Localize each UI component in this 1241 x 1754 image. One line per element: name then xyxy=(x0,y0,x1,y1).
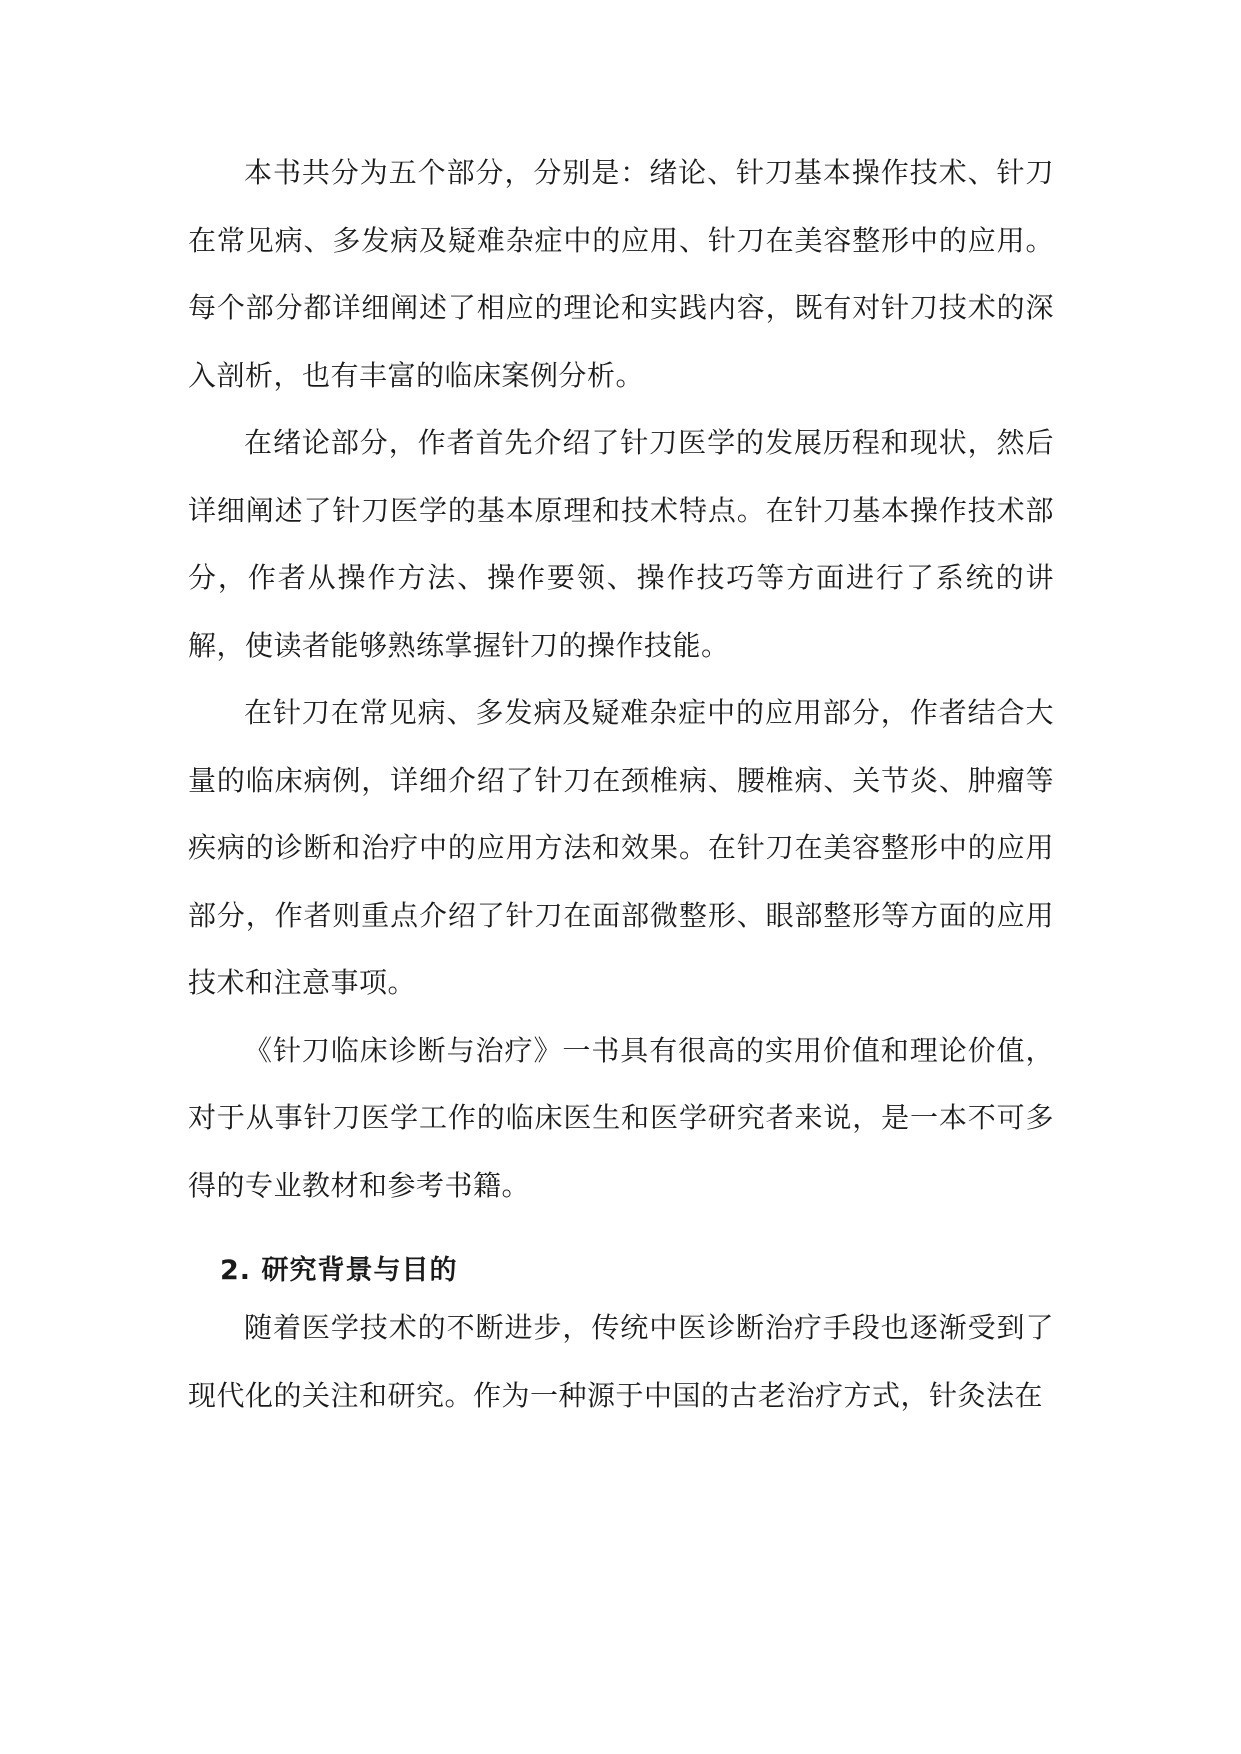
paragraph-introduction-and-techniques: 在绪论部分，作者首先介绍了针刀医学的发展历程和现状，然后详细阐述了针刀医学的基本原理和技术特点。在针刀基本操作技术部分，作者从操作方法、操作要领、操作技巧等方面进行了系统的讲解，使读者能够熟练掌握针刀的操作技能。 xyxy=(188,426,1054,662)
paragraph-overview: 本书共分为五个部分，分别是：绪论、针刀基本操作技术、针刀在常见病、多发病及疑难杂症中的应用、针刀在美容整形中的应用。每个部分都详细阐述了相应的理论和实践内容，既有对针刀技术的深入剖析，也有丰富的临床案例分析。 xyxy=(188,156,1054,392)
body-text-bottom xyxy=(188,1294,1054,1429)
body-text-top xyxy=(188,139,1054,1219)
paragraph-clinical-applications: 在针刀在常见病、多发病及疑难杂症中的应用部分，作者结合大量的临床病例，详细介绍了针刀在颈椎病、腰椎病、关节炎、肿瘤等疾病的诊断和治疗中的应用方法和效果。在针刀在美容整形中的应用部分，作者则重点介绍了针刀在面部微整形、眼部整形等方面的应用技术和注意事项。 xyxy=(188,696,1054,999)
paragraph-book-value: 《针刀临床诊断与治疗》一书具有很高的实用价值和理论价值，对于从事针刀医学工作的临床医生和医学研究者来说，是一本不可多得的专业教材和参考书籍。 xyxy=(188,1033,1054,1202)
section-heading: 2. 研究背景与目的 xyxy=(220,1255,458,1286)
paragraph-research-background: 随着医学技术的不断进步，传统中医诊断治疗手段也逐渐受到了现代化的关注和研究。作为一种源于中国的古老治疗方式，针灸法在 xyxy=(188,1311,1054,1412)
